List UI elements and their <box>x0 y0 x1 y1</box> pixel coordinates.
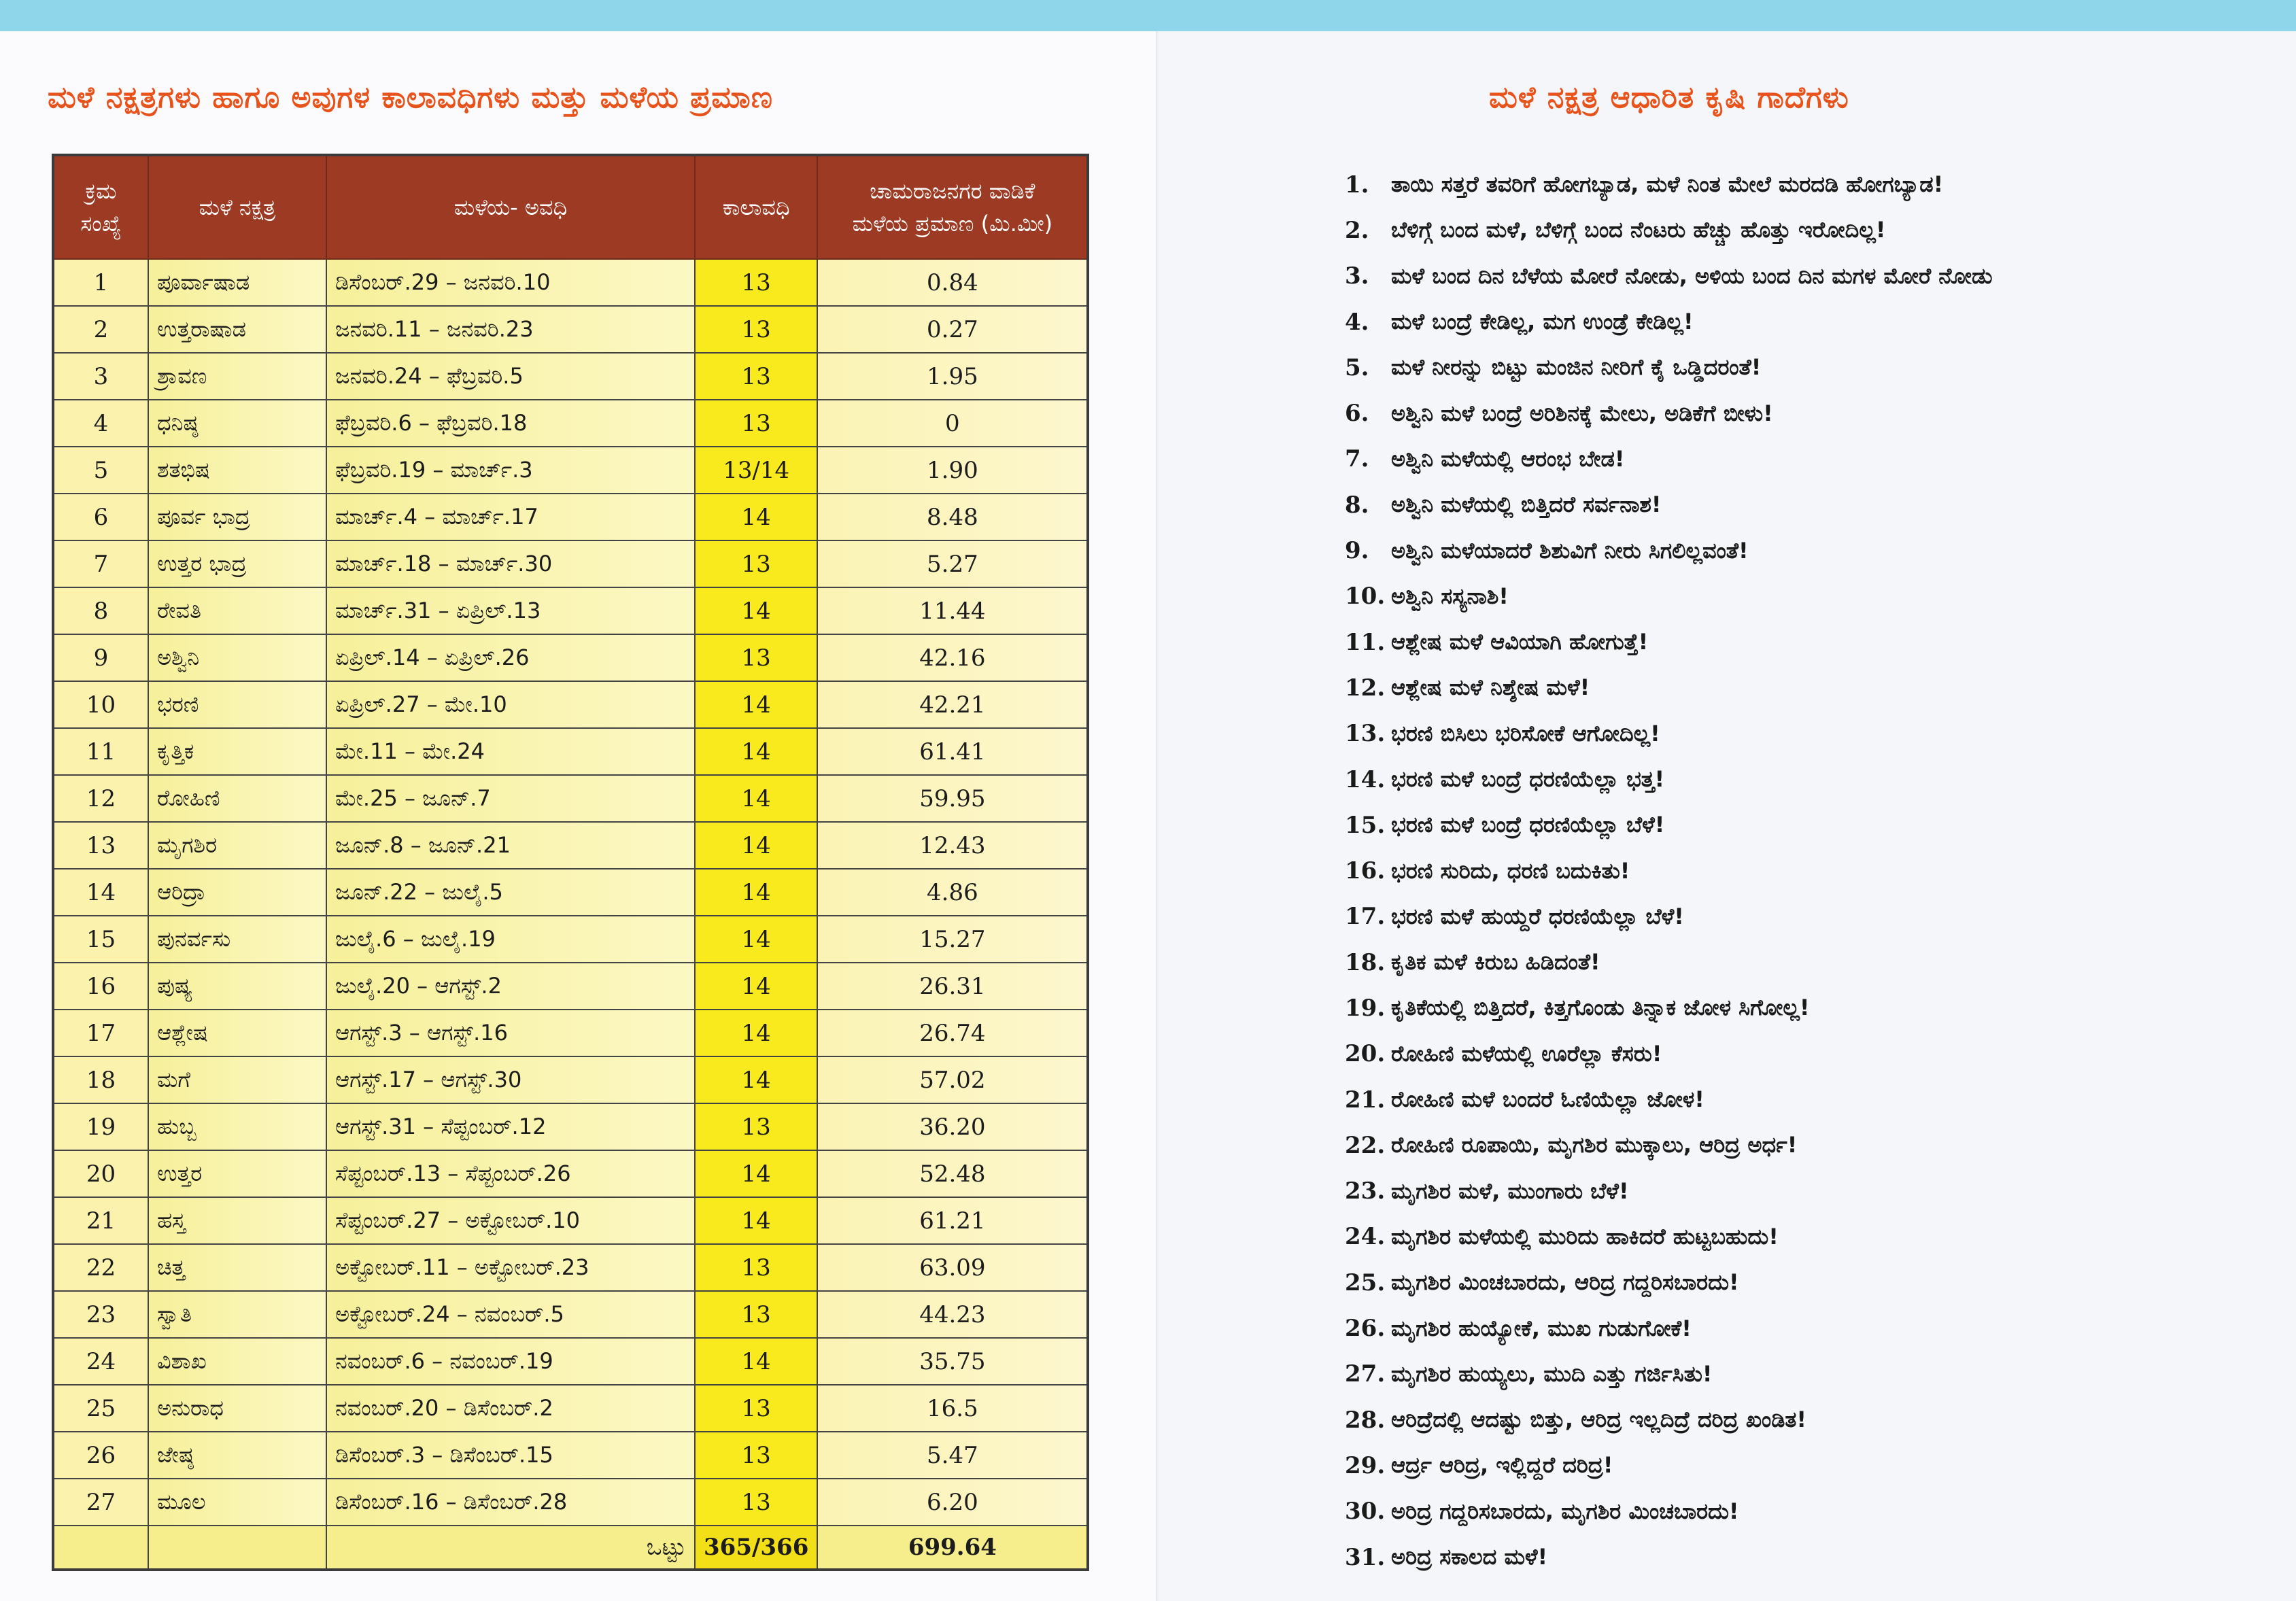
proverb-text: ಅಶ್ವಿನಿ ಸಸ್ಯನಾಶಿ! <box>1391 583 1509 609</box>
row-rainfall: 5.27 <box>817 540 1088 587</box>
row-serial-number: 27 <box>53 1479 148 1526</box>
proverbs-title: ಮಳೆ ನಕ್ಷತ್ರ ಆಧಾರಿತ ಕೃಷಿ ಗಾದೆಗಳು <box>1489 80 1849 115</box>
row-serial-number: 3 <box>53 353 148 400</box>
row-duration: 13 <box>695 1479 817 1526</box>
row-serial-number: 11 <box>53 728 148 775</box>
header-serial-line1: ಕ್ರಮ <box>85 178 117 204</box>
proverb-text: ಮೃಗಶಿರ ಹುಯ್ಯೋಕೆ, ಮುಖ ಗುಡುಗೋಕೆ! <box>1391 1315 1692 1341</box>
row-rainfall: 61.21 <box>817 1197 1088 1244</box>
proverb-number: 5. <box>1345 354 1369 381</box>
proverb-number: 18. <box>1345 948 1386 976</box>
proverb-item <box>1345 482 1993 528</box>
row-rainfall: 8.48 <box>817 494 1088 540</box>
row-rain-star: ಆರಿದ್ರಾ <box>148 869 326 916</box>
row-serial-number: 24 <box>53 1338 148 1385</box>
proverb-number: 31. <box>1345 1543 1386 1571</box>
row-serial-number: 1 <box>53 259 148 306</box>
proverb-text: ಭರಣಿ ಬಿಸಿಲು ಭರಿಸೋಕೆ ಆಗೋದಿಲ್ಲ! <box>1391 720 1660 746</box>
row-serial-number: 19 <box>53 1103 148 1150</box>
proverb-number: 16. <box>1345 857 1386 885</box>
row-rain-star: ಸ್ವಾತಿ <box>148 1291 326 1338</box>
proverb-number: 19. <box>1345 994 1386 1022</box>
proverb-number: 9. <box>1345 537 1369 565</box>
proverb-number: 2. <box>1345 216 1369 244</box>
table-row <box>53 869 1088 916</box>
row-rainfall: 0 <box>817 400 1088 447</box>
row-rain-period: ಜನವರಿ.11 – ಜನವರಿ.23 <box>326 306 695 353</box>
top-color-band <box>0 0 2296 31</box>
row-duration: 13 <box>695 540 817 587</box>
proverb-text: ಭರಣಿ ಮಳೆ ಬಂದ್ರೆ ಧರಣಿಯೆಲ್ಲಾ ಬೆಳೆ! <box>1391 812 1665 838</box>
header-rainfall <box>817 155 1088 259</box>
row-rain-star: ಮೃಗಶಿರ <box>148 822 326 869</box>
row-rainfall: 61.41 <box>817 728 1088 775</box>
proverb-text: ಮೃಗಶಿರ ಮಿಂಚಬಾರದು, ಆರಿದ್ರ ಗದ್ದರಿಸಬಾರದು! <box>1391 1269 1739 1296</box>
row-duration: 14 <box>695 963 817 1010</box>
table-row <box>53 1338 1088 1385</box>
row-rainfall: 4.86 <box>817 869 1088 916</box>
table-row <box>53 400 1088 447</box>
proverb-number: 21. <box>1345 1086 1386 1114</box>
proverb-number: 6. <box>1345 400 1369 428</box>
proverb-item <box>1345 665 1993 710</box>
header-serial-line2: ಸಂಖ್ಯೆ <box>80 211 122 237</box>
proverb-text: ಅರಿದ್ರ ಗದ್ದರಿಸಬಾರದು, ಮೃಗಶಿರ ಮಿಂಚಬಾರದು! <box>1391 1498 1739 1524</box>
row-rainfall: 0.84 <box>817 259 1088 306</box>
row-serial-number: 5 <box>53 447 148 494</box>
table-body <box>53 259 1088 1526</box>
row-rain-star: ಪೂರ್ವಾಷಾಡ <box>148 259 326 306</box>
row-rain-period: ಡಿಸೆಂಬರ್.16 – ಡಿಸೆಂಬರ್.28 <box>326 1479 695 1526</box>
table-row <box>53 1479 1088 1526</box>
table-row <box>53 1197 1088 1244</box>
row-duration: 14 <box>695 869 817 916</box>
table-row <box>53 353 1088 400</box>
row-duration: 14 <box>695 1150 817 1197</box>
proverb-number: 22. <box>1345 1131 1386 1159</box>
row-rainfall: 36.20 <box>817 1103 1088 1150</box>
proverb-text: ರೋಹಿಣಿ ರೂಪಾಯಿ, ಮೃಗಶಿರ ಮುಕ್ಕಾಲು, ಆರಿದ್ರ ಅರ್ಧ! <box>1391 1132 1798 1158</box>
row-serial-number: 6 <box>53 494 148 540</box>
table-row <box>53 587 1088 634</box>
proverb-item <box>1345 254 1993 299</box>
proverb-number: 29. <box>1345 1451 1386 1479</box>
proverb-item <box>1345 619 1993 665</box>
proverbs-list <box>1345 162 1993 1580</box>
row-rain-period: ಡಿಸೆಂಬರ್.29 – ಜನವರಿ.10 <box>326 259 695 306</box>
header-rainfall-line1: ಚಾಮರಾಜನಗರ ವಾಡಿಕೆ <box>870 178 1035 204</box>
row-serial-number: 20 <box>53 1150 148 1197</box>
row-rainfall: 12.43 <box>817 822 1088 869</box>
row-rain-period: ಮೇ.25 – ಜೂನ್.7 <box>326 775 695 822</box>
row-rainfall: 6.20 <box>817 1479 1088 1526</box>
proverb-item <box>1345 574 1993 619</box>
proverb-item <box>1345 1031 1993 1077</box>
table-row <box>53 775 1088 822</box>
row-duration: 14 <box>695 681 817 728</box>
proverb-item <box>1345 1397 1993 1443</box>
row-rain-star: ಕೃತ್ತಿಕ <box>148 728 326 775</box>
row-rain-star: ಪುಷ್ಯ <box>148 963 326 1010</box>
total-empty-cell <box>148 1526 326 1570</box>
proverb-text: ಮೃಗಶಿರ ಹುಯ್ಯಲು, ಮುದಿ ಎತ್ತು ಗರ್ಜಿಸಿತು! <box>1391 1360 1713 1387</box>
row-rainfall: 1.95 <box>817 353 1088 400</box>
proverb-number: 30. <box>1345 1498 1386 1526</box>
proverb-item <box>1345 1169 1993 1214</box>
table-row <box>53 1432 1088 1479</box>
proverb-text: ಆರಿದ್ರೆದಲ್ಲಿ ಆದಷ್ಟು ಬಿತ್ತು, ಆರಿದ್ರ ಇಲ್ಲದಿದ್ರೆ ದರಿದ್ರ ಖಂಡಿತ! <box>1391 1407 1806 1433</box>
proverb-text: ಆಶ್ಲೇಷ ಮಳೆ ನಿಶ್ಶೇಷ ಮಳೆ! <box>1391 674 1590 701</box>
table-row <box>53 634 1088 681</box>
row-rain-star: ಅನುರಾಧ <box>148 1385 326 1432</box>
row-duration: 13 <box>695 400 817 447</box>
proverb-text: ರೋಹಿಣಿ ಮಳೆಯಲ್ಲಿ ಊರೆಲ್ಲಾ ಕೆಸರು! <box>1391 1040 1662 1067</box>
row-rainfall: 57.02 <box>817 1056 1088 1103</box>
proverb-number: 24. <box>1345 1223 1386 1251</box>
proverb-text: ಆಶ್ಲೇಷ ಮಳೆ ಆವಿಯಾಗಿ ಹೋಗುತ್ತೆ! <box>1391 629 1649 655</box>
row-rain-star: ಮಗೆ <box>148 1056 326 1103</box>
proverb-number: 1. <box>1345 171 1369 199</box>
proverb-text: ಮೃಗಶಿರ ಮಳೆ, ಮುಂಗಾರು ಬೆಳೆ! <box>1391 1177 1629 1204</box>
proverb-text: ಭರಣಿ ಮಳೆ ಬಂದ್ರೆ ಧರಣಿಯೆಲ್ಲಾ ಭತ್ತ! <box>1391 766 1665 792</box>
row-serial-number: 22 <box>53 1244 148 1291</box>
proverb-number: 12. <box>1345 674 1386 702</box>
row-duration: 14 <box>695 494 817 540</box>
row-rain-period: ಏಪ್ರಿಲ್.14 – ಏಪ್ರಿಲ್.26 <box>326 634 695 681</box>
proverb-item <box>1345 894 1993 940</box>
row-rain-period: ಫೆಬ್ರವರಿ.6 – ಫೆಬ್ರವರಿ.18 <box>326 400 695 447</box>
row-serial-number: 15 <box>53 916 148 963</box>
row-rain-star: ಉತ್ತರ <box>148 1150 326 1197</box>
header-rain-star: ಮಳೆ ನಕ್ಷತ್ರ <box>148 155 326 259</box>
row-rain-period: ಮಾರ್ಚ್.4 – ಮಾರ್ಚ್.17 <box>326 494 695 540</box>
proverb-item <box>1345 1489 1993 1534</box>
proverb-text: ಅರಿದ್ರ ಸಕಾಲದ ಮಳೆ! <box>1391 1544 1548 1570</box>
proverb-number: 7. <box>1345 445 1369 473</box>
row-rainfall: 42.21 <box>817 681 1088 728</box>
row-duration: 14 <box>695 728 817 775</box>
row-serial-number: 8 <box>53 587 148 634</box>
row-rain-star: ಹಸ್ತ <box>148 1197 326 1244</box>
row-rain-star: ಆಶ್ಲೇಷ <box>148 1010 326 1056</box>
proverb-item <box>1345 985 1993 1031</box>
row-rainfall: 11.44 <box>817 587 1088 634</box>
proverb-text: ಮೃಗಶಿರ ಮಳೆಯಲ್ಲಿ ಮುರಿದು ಹಾಕಿದರೆ ಹುಟ್ಟಬಹುದು! <box>1391 1223 1779 1250</box>
proverb-number: 3. <box>1345 262 1369 290</box>
row-rainfall: 59.95 <box>817 775 1088 822</box>
row-rainfall: 26.74 <box>817 1010 1088 1056</box>
table-row <box>53 1103 1088 1150</box>
row-rain-period: ಆಗಸ್ಟ್.17 – ಆಗಸ್ಟ್.30 <box>326 1056 695 1103</box>
row-rain-period: ಮಾರ್ಚ್.18 – ಮಾರ್ಚ್.30 <box>326 540 695 587</box>
proverb-text: ಮಳೆ ಬಂದ ದಿನ ಬೆಳೆಯ ಮೋರೆ ನೋಡು, ಅಳಿಯ ಬಂದ ದಿನ ಮಗಳ ಮೋರೆ ನೋಡು <box>1391 262 1993 289</box>
row-serial-number: 7 <box>53 540 148 587</box>
row-serial-number: 23 <box>53 1291 148 1338</box>
proverb-item <box>1345 940 1993 985</box>
row-rainfall: 16.5 <box>817 1385 1088 1432</box>
row-duration: 14 <box>695 775 817 822</box>
proverb-text: ಆರ್ದ್ರ ಆರಿದ್ರ, ಇಲ್ಲಿದ್ದರೆ ದರಿದ್ರ! <box>1391 1452 1613 1479</box>
total-rainfall: 699.64 <box>817 1526 1088 1570</box>
row-rain-period: ಜೂನ್.22 – ಜುಲೈ.5 <box>326 869 695 916</box>
total-label: ಒಟ್ಟು <box>326 1526 695 1570</box>
proverb-item <box>1345 1305 1993 1351</box>
row-rain-period: ಡಿಸೆಂಬರ್.3 – ಡಿಸೆಂಬರ್.15 <box>326 1432 695 1479</box>
total-empty-cell <box>53 1526 148 1570</box>
row-rain-star: ಹುಬ್ಬ <box>148 1103 326 1150</box>
proverb-number: 25. <box>1345 1269 1386 1296</box>
header-duration: ಕಾಲಾವಧಿ <box>695 155 817 259</box>
table-row <box>53 306 1088 353</box>
row-rain-period: ಜುಲೈ.6 – ಜುಲೈ.19 <box>326 916 695 963</box>
proverb-number: 28. <box>1345 1406 1386 1434</box>
row-serial-number: 18 <box>53 1056 148 1103</box>
proverb-text: ತಾಯಿ ಸತ್ತರೆ ತವರಿಗೆ ಹೋಗಬ್ಯಾಡ, ಮಳೆ ನಿಂತ ಮೇಲೆ ಮರದಡಿ ಹೋಗಬ್ಯಾಡ! <box>1391 171 1944 198</box>
row-serial-number: 9 <box>53 634 148 681</box>
row-rain-star: ಭರಣಿ <box>148 681 326 728</box>
proverb-text: ಮಳೆ ಬಂದ್ರೆ ಕೇಡಿಲ್ಲ, ಮಗ ಉಂಡ್ರೆ ಕೇಡಿಲ್ಲ! <box>1391 309 1694 335</box>
row-rain-period: ಸೆಪ್ಟಂಬರ್.27 – ಅಕ್ಟೋಬರ್.10 <box>326 1197 695 1244</box>
proverb-item <box>1345 1534 1993 1580</box>
proverb-item <box>1345 1443 1993 1488</box>
proverb-item <box>1345 528 1993 573</box>
table-row <box>53 916 1088 963</box>
row-rain-star: ಉತ್ತರ ಭಾದ್ರ <box>148 540 326 587</box>
row-rain-period: ನವಂಬರ್.20 – ಡಿಸೆಂಬರ್.2 <box>326 1385 695 1432</box>
row-rainfall: 0.27 <box>817 306 1088 353</box>
table-row <box>53 259 1088 306</box>
row-rain-star: ವಿಶಾಖ <box>148 1338 326 1385</box>
proverb-item <box>1345 390 1993 436</box>
row-rain-period: ಫೆಬ್ರವರಿ.19 – ಮಾರ್ಚ್.3 <box>326 447 695 494</box>
row-rainfall: 42.16 <box>817 634 1088 681</box>
header-rainfall-line2: ಮಳೆಯ ಪ್ರಮಾಣ (ಮಿ.ಮೀ) <box>852 211 1053 237</box>
row-rain-star: ಉತ್ತರಾಷಾಡ <box>148 306 326 353</box>
proverb-text: ಬೆಳಿಗ್ಗೆ ಬಂದ ಮಳೆ, ಬೆಳಿಗ್ಗೆ ಬಂದ ನೆಂಟರು ಹೆಚ್ಚು ಹೊತ್ತು ಇರೋದಿಲ್ಲ! <box>1391 217 1886 243</box>
row-serial-number: 2 <box>53 306 148 353</box>
row-duration: 14 <box>695 1197 817 1244</box>
row-rain-period: ಆಗಸ್ಟ್.31 – ಸೆಪ್ಟಂಬರ್.12 <box>326 1103 695 1150</box>
row-rain-star: ಅಶ್ವಿನಿ <box>148 634 326 681</box>
table-row <box>53 1056 1088 1103</box>
table-row <box>53 1385 1088 1432</box>
row-duration: 13 <box>695 1103 817 1150</box>
row-serial-number: 14 <box>53 869 148 916</box>
row-rain-period: ಮಾರ್ಚ್.31 – ಏಪ್ರಿಲ್.13 <box>326 587 695 634</box>
header-serial-number <box>53 155 148 259</box>
row-rain-star: ಧನಿಷ್ಠ <box>148 400 326 447</box>
proverb-item <box>1345 299 1993 345</box>
total-days: 365/366 <box>695 1526 817 1570</box>
row-duration: 13 <box>695 634 817 681</box>
proverb-number: 26. <box>1345 1315 1386 1343</box>
rain-stars-table-title: ಮಳೆ ನಕ್ಷತ್ರಗಳು ಹಾಗೂ ಅವುಗಳ ಕಾಲಾವಧಿಗಳು ಮತ್ತು ಮಳೆಯ ಪ್ರಮಾಣ <box>48 80 773 115</box>
proverb-text: ರೋಹಿಣಿ ಮಳೆ ಬಂದರೆ ಓಣಿಯೆಲ್ಲಾ ಜೋಳ! <box>1391 1086 1704 1113</box>
proverb-text: ಭರಣಿ ಸುರಿದು, ಧರಣಿ ಬದುಕಿತು! <box>1391 857 1630 884</box>
row-rainfall: 63.09 <box>817 1244 1088 1291</box>
row-rain-period: ಜನವರಿ.24 – ಫೆಬ್ರವರಿ.5 <box>326 353 695 400</box>
row-rain-period: ಅಕ್ಟೋಬರ್.11 – ಅಕ್ಟೋಬರ್.23 <box>326 1244 695 1291</box>
proverb-item <box>1345 848 1993 893</box>
proverb-item <box>1345 802 1993 848</box>
row-duration: 14 <box>695 1010 817 1056</box>
proverb-number: 15. <box>1345 811 1386 839</box>
proverb-item <box>1345 1260 1993 1305</box>
row-duration: 14 <box>695 916 817 963</box>
row-duration: 13 <box>695 1244 817 1291</box>
proverb-number: 20. <box>1345 1040 1386 1068</box>
row-rain-period: ಜುಲೈ.20 – ಆಗಸ್ಟ್.2 <box>326 963 695 1010</box>
row-rain-period: ಜೂನ್.8 – ಜೂನ್.21 <box>326 822 695 869</box>
proverb-number: 10. <box>1345 583 1386 610</box>
row-rain-period: ಆಗಸ್ಟ್.3 – ಆಗಸ್ಟ್.16 <box>326 1010 695 1056</box>
row-rainfall: 1.90 <box>817 447 1088 494</box>
proverb-item <box>1345 162 1993 207</box>
row-serial-number: 26 <box>53 1432 148 1479</box>
proverb-item <box>1345 207 1993 253</box>
proverb-item <box>1345 1122 1993 1168</box>
page-fold <box>1156 31 1160 1601</box>
row-serial-number: 12 <box>53 775 148 822</box>
proverb-number: 23. <box>1345 1177 1386 1205</box>
proverb-item <box>1345 1214 1993 1260</box>
proverb-number: 4. <box>1345 308 1369 336</box>
row-rain-period: ನವಂಬರ್.6 – ನವಂಬರ್.19 <box>326 1338 695 1385</box>
row-rainfall: 5.47 <box>817 1432 1088 1479</box>
rain-stars-table <box>52 154 1089 1571</box>
proverb-number: 14. <box>1345 765 1386 793</box>
proverb-text: ಕೃತಿಕ ಮಳೆ ಕಿರುಬ ಹಿಡಿದಂತೆ! <box>1391 949 1600 976</box>
proverb-text: ಭರಣಿ ಮಳೆ ಹುಯ್ದರೆ ಧರಣಿಯೆಲ್ಲಾ ಬೆಳೆ! <box>1391 903 1684 929</box>
row-duration: 13 <box>695 306 817 353</box>
row-duration: 14 <box>695 822 817 869</box>
row-rain-star: ರೋಹಿಣಿ <box>148 775 326 822</box>
row-rainfall: 35.75 <box>817 1338 1088 1385</box>
row-rain-star: ಪೂರ್ವ ಭಾದ್ರ <box>148 494 326 540</box>
table-row <box>53 447 1088 494</box>
row-duration: 13 <box>695 259 817 306</box>
proverb-item <box>1345 1077 1993 1122</box>
table-row <box>53 1010 1088 1056</box>
row-duration: 13/14 <box>695 447 817 494</box>
proverb-item <box>1345 711 1993 757</box>
row-rain-star: ಚಿತ್ತ <box>148 1244 326 1291</box>
row-rainfall: 52.48 <box>817 1150 1088 1197</box>
table-row <box>53 494 1088 540</box>
table-row <box>53 681 1088 728</box>
row-serial-number: 17 <box>53 1010 148 1056</box>
proverb-text: ಅಶ್ವಿನಿ ಮಳೆ ಬಂದ್ರೆ ಅರಿಶಿನಕ್ಕೆ ಮೇಲು, ಅಡಿಕೆಗೆ ಬೀಳು! <box>1391 400 1773 426</box>
table-total-row <box>53 1526 1088 1570</box>
row-serial-number: 13 <box>53 822 148 869</box>
table-row <box>53 1150 1088 1197</box>
proverb-number: 11. <box>1345 628 1386 656</box>
row-rain-star: ರೇವತಿ <box>148 587 326 634</box>
row-rainfall: 15.27 <box>817 916 1088 963</box>
table-row <box>53 822 1088 869</box>
header-rain-period: ಮಳೆಯ- ಅವಧಿ <box>326 155 695 259</box>
row-rain-star: ಶ್ರಾವಣ <box>148 353 326 400</box>
proverb-text: ಅಶ್ವಿನಿ ಮಳೆಯಲ್ಲಿ ಆರಂಭ ಬೇಡ! <box>1391 445 1625 472</box>
proverb-number: 27. <box>1345 1360 1386 1388</box>
row-rainfall: 26.31 <box>817 963 1088 1010</box>
proverb-text: ಮಳೆ ನೀರನ್ನು ಬಿಟ್ಟು ಮಂಜಿನ ನೀರಿಗೆ ಕೈ ಒಡ್ಡಿದರಂತೆ! <box>1391 354 1762 381</box>
row-serial-number: 10 <box>53 681 148 728</box>
row-rainfall: 44.23 <box>817 1291 1088 1338</box>
proverb-text: ಅಶ್ವಿನಿ ಮಳೆಯಲ್ಲಿ ಬಿತ್ತಿದರೆ ಸರ್ವನಾಶ! <box>1391 492 1662 518</box>
row-rain-period: ಏಪ್ರಿಲ್.27 – ಮೇ.10 <box>326 681 695 728</box>
row-duration: 13 <box>695 1385 817 1432</box>
row-duration: 13 <box>695 353 817 400</box>
table-header-row <box>53 155 1088 259</box>
proverb-number: 17. <box>1345 903 1386 931</box>
row-serial-number: 25 <box>53 1385 148 1432</box>
proverb-number: 13. <box>1345 720 1386 748</box>
row-rain-period: ಮೇ.11 – ಮೇ.24 <box>326 728 695 775</box>
proverb-item <box>1345 345 1993 390</box>
row-duration: 14 <box>695 1056 817 1103</box>
row-serial-number: 4 <box>53 400 148 447</box>
row-rain-star: ಪುನರ್ವಸು <box>148 916 326 963</box>
row-rain-star: ಜೇಷ್ಠ <box>148 1432 326 1479</box>
row-duration: 14 <box>695 587 817 634</box>
row-serial-number: 21 <box>53 1197 148 1244</box>
proverb-item <box>1345 757 1993 802</box>
table-row <box>53 540 1088 587</box>
row-duration: 13 <box>695 1432 817 1479</box>
proverb-text: ಕೃತಿಕೆಯಲ್ಲಿ ಬಿತ್ತಿದರೆ, ಕಿತ್ತಗೊಂಡು ತಿನ್ನಾಕ ಜೋಳ ಸಿಗೋಲ್ಲ! <box>1391 995 1810 1021</box>
table-row <box>53 963 1088 1010</box>
table-row <box>53 728 1088 775</box>
proverb-item <box>1345 1352 1993 1397</box>
row-rain-period: ಅಕ್ಟೋಬರ್.24 – ನವಂಬರ್.5 <box>326 1291 695 1338</box>
proverb-number: 8. <box>1345 491 1369 519</box>
proverb-text: ಅಶ್ವಿನಿ ಮಳೆಯಾದರೆ ಶಿಶುವಿಗೆ ನೀರು ಸಿಗಲಿಲ್ಲವಂತೆ! <box>1391 537 1749 564</box>
row-rain-star: ಮೂಲ <box>148 1479 326 1526</box>
row-duration: 14 <box>695 1338 817 1385</box>
row-serial-number: 16 <box>53 963 148 1010</box>
row-duration: 13 <box>695 1291 817 1338</box>
table-row <box>53 1291 1088 1338</box>
table-row <box>53 1244 1088 1291</box>
row-rain-star: ಶತಭಿಷ <box>148 447 326 494</box>
proverb-item <box>1345 436 1993 482</box>
row-rain-period: ಸೆಪ್ಟಂಬರ್.13 – ಸೆಪ್ಟಂಬರ್.26 <box>326 1150 695 1197</box>
